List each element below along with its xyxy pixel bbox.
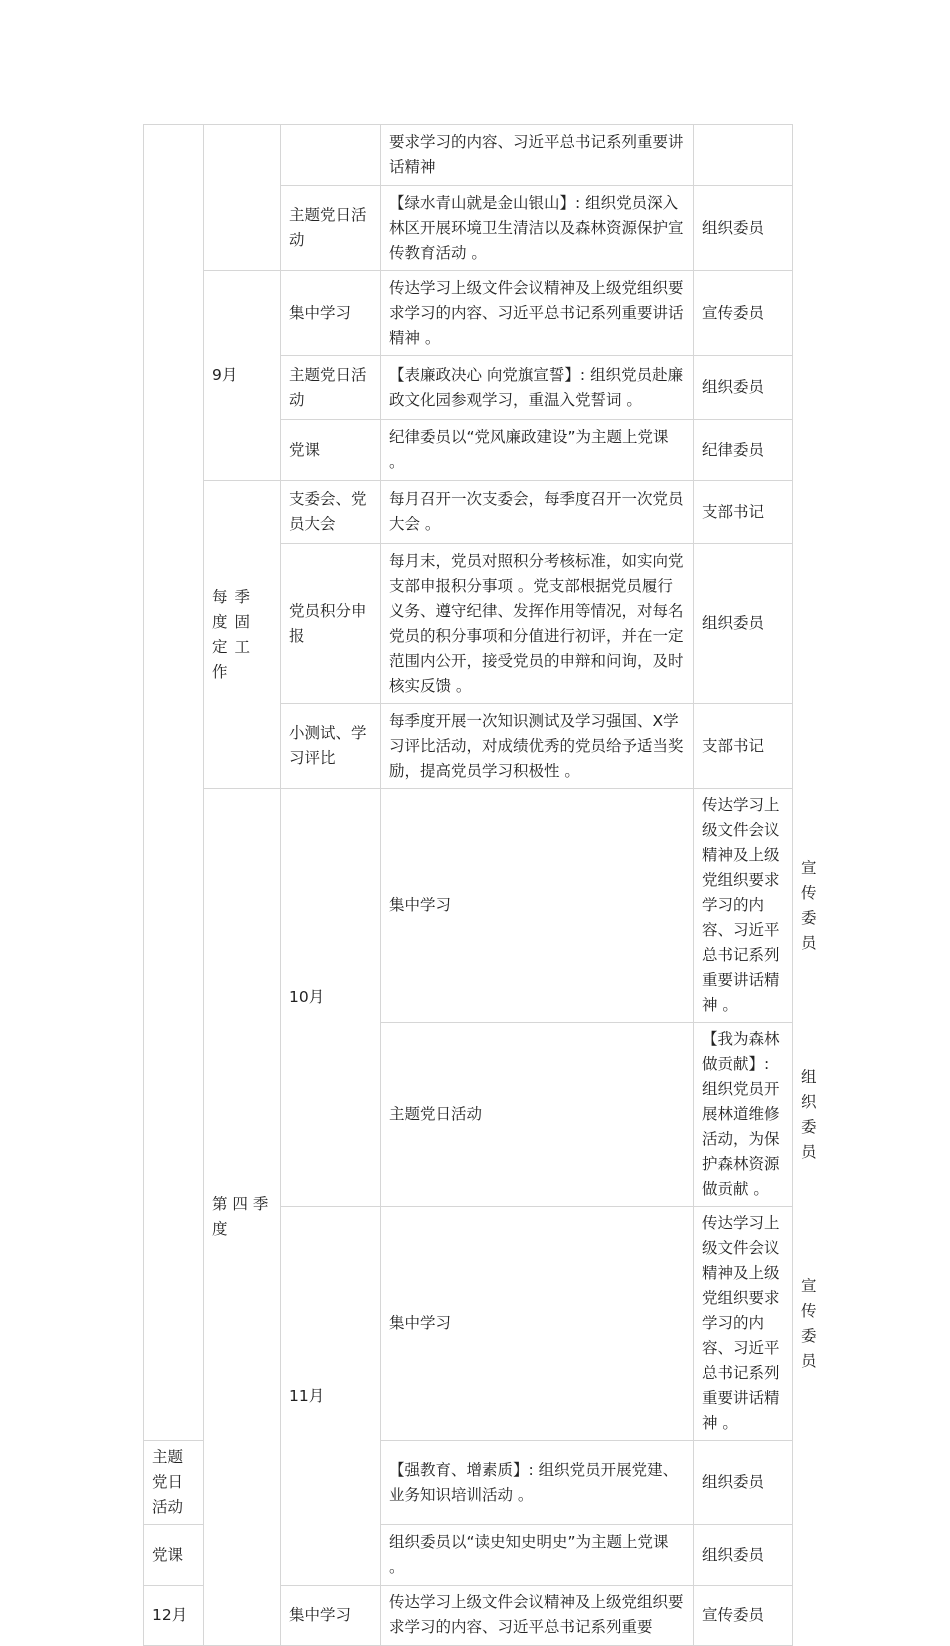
activity-content-cell: 每月末，党员对照积分考核标准，如实向党支部申报积分事项 。党支部根据党员履行义务、遵守纪律、发挥作用等情况，对每名党员的积分事项和分值进行初评，并在一定范围内公开，接受党员的申辩和问询，及时核实反馈 。	[381, 544, 694, 704]
activity-type-cell: 集中学习	[281, 271, 381, 356]
activity-type-cell	[281, 125, 381, 186]
owner-cell: 组织委员	[694, 1525, 793, 1586]
activity-type-cell: 主题党日活动	[281, 356, 381, 420]
owner-cell: 组织委员	[694, 356, 793, 420]
owner-cell: 宣传委员	[694, 1586, 793, 1646]
work-plan-table	[143, 124, 817, 1646]
activity-type-cell: 主题党日活动	[381, 1023, 694, 1207]
activity-content-cell: 每季度开展一次知识测试及学习强国、X学习评比活动，对成绩优秀的党员给予适当奖励，提高党员学习积极性 。	[381, 704, 694, 789]
owner-cell: 纪律委员	[694, 420, 793, 481]
activity-type-cell: 集中学习	[381, 789, 694, 1023]
month-cell-8	[204, 125, 281, 271]
table-row: 第 四 季度 10月 集中学习 传达学习上级文件会议精神及上级党组织要求学习的内容、习近平总书记系列重要讲话精神 。 宣传委员	[144, 789, 793, 1023]
activity-content-cell: 每月召开一次支委会，每季度召开一次党员大会 。	[381, 481, 694, 544]
table-row: 11月 集中学习 传达学习上级文件会议精神及上级党组织要求学习的内容、习近平总书记系列重要讲话精神 。 宣传委员	[144, 1207, 793, 1441]
activity-type-cell: 支委会、党员大会	[281, 481, 381, 544]
activity-content-cell	[381, 1586, 694, 1646]
owner-cell: 支部书记	[694, 481, 793, 544]
month-cell-9: 9月	[204, 271, 281, 481]
activity-type-cell: 主题党日活动	[281, 186, 381, 271]
activity-content-cell: 要求学习的内容、习近平总书记系列重要讲话精神	[381, 125, 694, 186]
owner-cell: 组织委员	[694, 1441, 793, 1525]
owner-cell: 宣传委员	[694, 271, 793, 356]
activity-type-cell: 党课	[144, 1525, 204, 1586]
activity-content-cell: 【强教育、增素质】: 组织党员开展党建、业务知识培训活动 。	[381, 1441, 694, 1525]
quarterly-work-cell: 每季度固定工作	[204, 481, 281, 789]
month-cell-12: 12月	[144, 1586, 204, 1646]
owner-cell	[694, 125, 793, 186]
table-row	[144, 125, 793, 186]
activity-type-cell: 党员积分申报	[281, 544, 381, 704]
activity-content-cell: 传达学习上级文件会议精神及上级党组织要求学习的内容、习近平总书记系列重要讲话精神 。	[694, 789, 793, 1023]
quarter-cell-q4: 第 四 季度	[204, 789, 281, 1646]
activity-content-cell: 【绿水青山就是金山银山】: 组织党员深入林区开展环境卫生清洁以及森林资源保护宣传教育活动 。	[381, 186, 694, 271]
activity-content-cell: 组织委员以“读史知史明史”为主题上党课 。	[381, 1525, 694, 1586]
activity-type-cell: 小测试、学习评比	[281, 704, 381, 789]
activity-content-cell: 纪律委员以“党风廉政建设”为主题上党课 。	[381, 420, 694, 481]
activity-type-cell: 党课	[281, 420, 381, 481]
activity-content-cell: 传达学习上级文件会议精神及上级党组织要求学习的内容、习近平总书记系列重要讲话精神 。	[694, 1207, 793, 1441]
activity-type-cell: 集中学习	[381, 1207, 694, 1441]
activity-content-cell: 【表廉政决心 向党旗宣誓】: 组织党员赴廉政文化园参观学习，重温入党誓词 。	[381, 356, 694, 420]
table-row: 主题党日活动 【我为森林做贡献】: 组织党员开展林道维修活动，为保护森林资源做贡献 。 组织委员	[144, 1023, 793, 1207]
table-row	[144, 481, 793, 544]
owner-cell: 组织委员	[694, 544, 793, 704]
month-cell-10: 10月	[281, 789, 381, 1207]
activity-content-text: 传达学习上级文件会议精神及上级党组织要求学习的内容、习近平总书记系列重要	[389, 1593, 684, 1636]
activity-content-cell: 传达学习上级文件会议精神及上级党组织要求学习的内容、习近平总书记系列重要讲话精神 。	[381, 271, 694, 356]
quarter-cell-q3	[144, 125, 204, 1441]
table-row	[144, 271, 793, 356]
owner-cell: 支部书记	[694, 704, 793, 789]
activity-content-cell: 【我为森林做贡献】: 组织党员开展林道维修活动，为保护森林资源做贡献 。	[694, 1023, 793, 1207]
activity-type-cell: 集中学习	[281, 1586, 381, 1646]
activity-type-cell: 主题党日活动	[144, 1441, 204, 1525]
owner-cell: 组织委员	[694, 186, 793, 271]
month-cell-11: 11月	[281, 1207, 381, 1586]
